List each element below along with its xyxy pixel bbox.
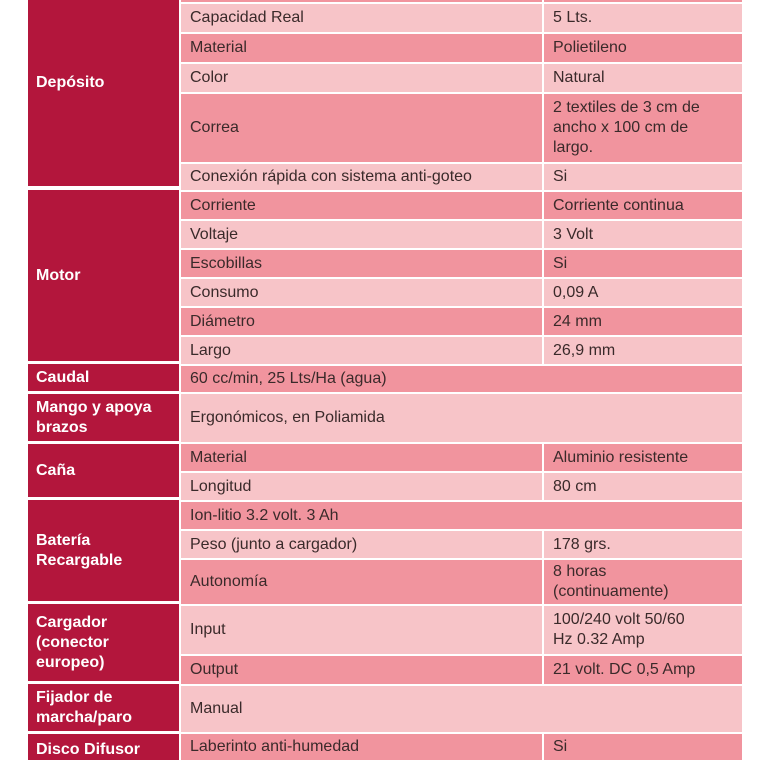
- row-label: Capacidad Real: [181, 4, 542, 34]
- category-cana: Caña: [28, 444, 179, 500]
- row-value: 178 grs.: [544, 531, 742, 560]
- row-label: Diámetro: [181, 308, 542, 337]
- category-mango: Mango y apoya brazos: [28, 394, 179, 444]
- specs-table: [28, 0, 742, 760]
- row-value: Ion-litio 3.2 volt. 3 Ah: [181, 502, 742, 531]
- row-value: 8 horas (continuamente): [544, 560, 742, 606]
- row-label: Conexión rápida con sistema anti-goteo: [181, 164, 542, 192]
- category-caudal: Caudal: [28, 364, 179, 394]
- row-value: 80 cm: [544, 473, 742, 502]
- row-value: 24 mm: [544, 308, 742, 337]
- row-label: Voltaje: [181, 221, 542, 250]
- row-label: Laberinto anti-humedad: [181, 734, 542, 760]
- row-label: Input: [181, 606, 542, 656]
- category-motor: Motor: [28, 190, 179, 364]
- category-deposito: Depósito: [28, 0, 179, 189]
- row-value: Corriente continua: [544, 192, 742, 221]
- row-label: Peso (junto a cargador): [181, 531, 542, 560]
- row-value: Natural: [544, 64, 742, 94]
- row-value: 26,9 mm: [544, 337, 742, 366]
- row-label: Autonomía: [181, 560, 542, 606]
- row-label: Material: [181, 34, 542, 64]
- category-bateria: Batería Recargable: [28, 500, 179, 604]
- row-value: 5 Lts.: [544, 4, 742, 34]
- row-label: Consumo: [181, 279, 542, 308]
- row-value: Manual: [181, 686, 742, 734]
- row-value: 3 Volt: [544, 221, 742, 250]
- category-disco: Disco Difusor: [28, 734, 179, 760]
- row-label: Correa: [181, 94, 542, 164]
- category-cargador: Cargador (conector europeo): [28, 604, 179, 684]
- row-label: Output: [181, 656, 542, 686]
- row-value: Ergonómicos, en Poliamida: [181, 394, 742, 444]
- row-value: Aluminio resistente: [544, 444, 742, 473]
- row-label: Largo: [181, 337, 542, 366]
- row-value: 100/240 volt 50/60 Hz 0.32 Amp: [544, 606, 742, 656]
- row-label: Corriente: [181, 192, 542, 221]
- row-value: 2 textiles de 3 cm de ancho x 100 cm de largo.: [544, 94, 742, 164]
- row-value: 0,09 A: [544, 279, 742, 308]
- row-label: Material: [181, 444, 542, 473]
- row-label: Longitud: [181, 473, 542, 502]
- row-value: Si: [544, 734, 742, 760]
- row-label: Escobillas: [181, 250, 542, 279]
- row-value: 60 cc/min, 25 Lts/Ha (agua): [181, 366, 742, 394]
- row-value: Si: [544, 250, 742, 279]
- row-label: Color: [181, 64, 542, 94]
- row-value: 21 volt. DC 0,5 Amp: [544, 656, 742, 686]
- category-fijador: Fijador de marcha/paro: [28, 684, 179, 734]
- row-value: Si: [544, 164, 742, 192]
- row-value: Polietileno: [544, 34, 742, 64]
